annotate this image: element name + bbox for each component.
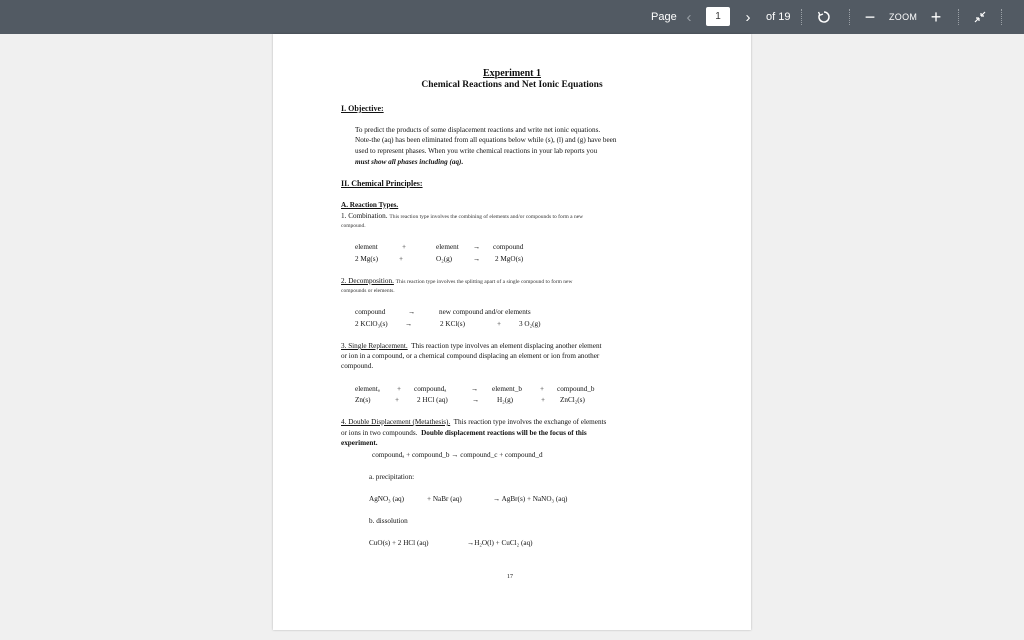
- single-replacement-desc: This reaction type involves an element displacing another element: [411, 342, 602, 350]
- minus-icon: −: [864, 6, 876, 27]
- dissolution-label: b. dissolution: [369, 517, 408, 525]
- double-displacement-desc: or ions in two compounds.: [341, 429, 418, 437]
- single-replacement-title: 3. Single Replacement.: [341, 342, 408, 350]
- double-displacement-desc: This reaction type involves the exchange of elements: [453, 418, 607, 426]
- page-label: Page: [651, 11, 677, 23]
- plus-icon: +: [930, 6, 942, 27]
- combination-title: 1. Combination.: [341, 212, 388, 220]
- zoom-in-button[interactable]: [926, 0, 946, 34]
- page-count: of 19: [766, 11, 791, 23]
- decomposition-title: 2. Decomposition.: [341, 277, 394, 285]
- next-page-button[interactable]: [741, 0, 755, 34]
- decomposition-desc: This reaction type involves the splitting apart of a single compound to form new: [395, 279, 573, 285]
- objective-line: used to represent phases. When you write chemical reactions in your lab reports you: [355, 147, 598, 155]
- toolbar-divider: [801, 9, 803, 25]
- combination-desc: This reaction type involves the combining of elements and/or compounds to form a new: [389, 214, 584, 220]
- single-replacement-desc: or ion in a compound, or a chemical compound displacing an element or ion from another: [341, 352, 600, 360]
- doc-subtitle: Chemical Reactions and Net Ionic Equations: [421, 80, 603, 90]
- collapse-icon: [974, 11, 986, 23]
- page-number-input[interactable]: 1: [706, 7, 730, 26]
- double-displacement-general: compoundₐ + compound_b → compound_c + compound_d: [372, 451, 543, 459]
- chevron-right-icon: ›: [745, 8, 751, 26]
- combination-desc: compound.: [341, 223, 366, 229]
- decomposition-desc: compounds or elements.: [341, 288, 395, 294]
- single-replacement-desc: compound.: [341, 362, 374, 370]
- page-number: 17: [507, 574, 513, 580]
- previous-page-button[interactable]: [682, 0, 696, 34]
- double-displacement-focus: Double displacement reactions will be the focus of this: [421, 429, 587, 437]
- principles-heading: II. Chemical Principles:: [341, 179, 423, 188]
- double-displacement-title: 4. Double Displacement (Metathesis).: [341, 418, 451, 426]
- toolbar-divider: [958, 9, 960, 25]
- doc-title: Experiment 1: [482, 68, 542, 79]
- rotate-icon: [817, 10, 831, 24]
- rotate-button[interactable]: [812, 0, 836, 34]
- pdf-page: Experiment 1 Chemical Reactions and Net Ionic Equations I. Objective: To predict the products of some displacement reactions and write net ionic equations. Note-the (aq) has been eliminated from all equations below while (s), (l) and (g) have been used to represent phases. When you write chemical reactions in your lab reports you must show all phases including (aq). II. Chemical Principles: A. Reaction Types. 1. Combination. This reaction type involves the combining of elements and/or compounds to form a new compound. element + element → compound 2 Mg(s) + O₂(g) → 2 MgO(s) 2. Decomposition. This reaction type involves the splitting apart of a single compound to form new compounds or elements. compound → new compound and/or elements 2 KClO₃(s) → 2 KCl(s) + 3 O₂(g) 3. Single Replacement. This reaction type involves an element displacing another element or ion in a compound, or a chemical compound displacing an element or ion from another compound. elementₐ + compoundₐ → element_b + compound_b Zn(s) + 2 HCl (aq) → H₂(g) + ZnCl₂(s) 4. Double Displacement (Metathesis). This reaction type involves the exchange of elements or ions in two compounds. Double displacement reactions will be the focus of this experiment. compoundₐ + compound_b → compound_c + compound_d a. precipitation: AgNO₃ (aq) + NaBr (aq) → AgBr(s) + NaNO₃ (aq) b. dissolution CuO(s) + 2 HCl (aq) →H₂O(l) + CuCl₂ (aq) 17: [273, 34, 751, 630]
- pdf-toolbar: [0, 0, 1024, 34]
- double-displacement-focus: experiment.: [341, 439, 378, 447]
- collapse-button[interactable]: [968, 0, 992, 34]
- objective-line: must show all phases including (aq).: [355, 158, 464, 166]
- objective-heading: I. Objective:: [341, 104, 384, 113]
- chevron-left-icon: ‹: [686, 8, 692, 26]
- precipitation-label: a. precipitation:: [369, 473, 415, 481]
- zoom-out-button[interactable]: [860, 0, 880, 34]
- toolbar-divider: [849, 9, 851, 25]
- toolbar-divider: [1001, 9, 1003, 25]
- objective-line: To predict the products of some displacement reactions and write net ionic equations.: [355, 126, 601, 134]
- reaction-types-heading: A. Reaction Types.: [341, 201, 399, 209]
- objective-line: Note-the (aq) has been eliminated from all equations below while (s), (l) and (g) have been: [355, 136, 617, 144]
- zoom-label: ZOOM: [889, 12, 918, 22]
